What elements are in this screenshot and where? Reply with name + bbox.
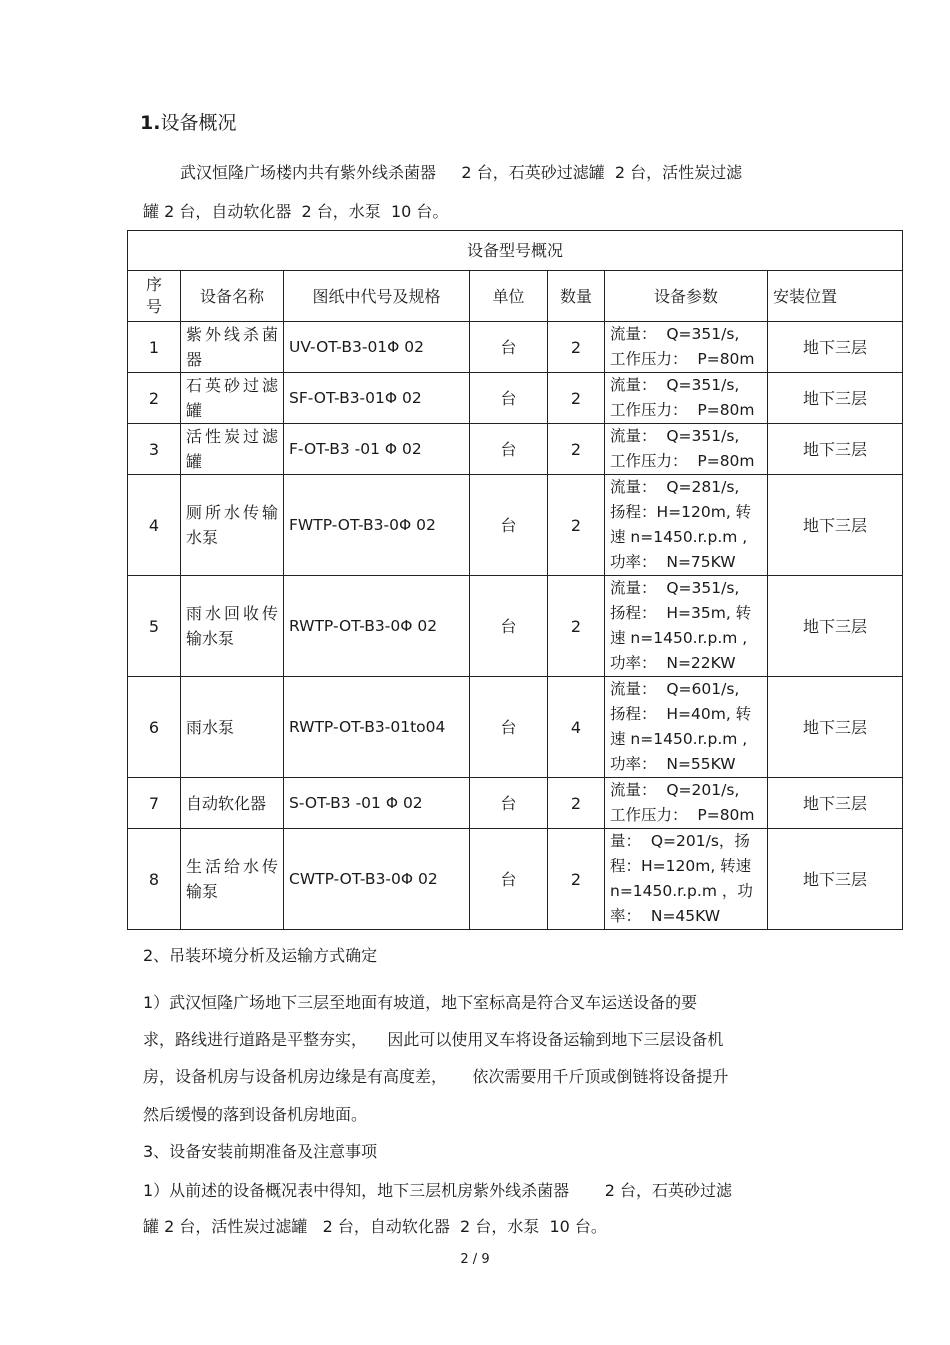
cell-unit: 台	[470, 778, 548, 829]
cell-name: 雨水泵	[181, 677, 284, 778]
table-row	[128, 829, 903, 930]
cell-no: 4	[128, 475, 181, 576]
cell-location: 地下三层	[768, 576, 903, 677]
cell-qty: 2	[548, 373, 605, 424]
cell-params: 量： Q=201/s，扬 程：H=120m, 转速 n=1450.r.p.m ，功 率： N=45KW	[605, 829, 768, 930]
cell-unit: 台	[470, 373, 548, 424]
table-title: 设备型号概况	[128, 231, 903, 271]
cell-params: 流量： Q=281/s, 扬程：H=120m, 转 速 n=1450.r.p.m , 功率： N=75KW	[605, 475, 768, 576]
cell-no: 1	[128, 322, 181, 373]
body-line-8: 罐 2 台，活性炭过滤罐 2 台，自动软化器 2 台，水泵 10 台。	[143, 1217, 607, 1236]
cell-location: 地下三层	[768, 424, 903, 475]
cell-name: 活性炭过滤罐	[181, 424, 284, 475]
header-model: 图纸中代号及规格	[284, 271, 470, 322]
cell-qty: 2	[548, 576, 605, 677]
cell-model: SF-OT-B3-01Φ 02	[284, 373, 470, 424]
cell-unit: 台	[470, 829, 548, 930]
body-line-4: 房，设备机房与设备机房边缘是有高度差， 依次需要用千斤顶或倒链将设备提升	[143, 1067, 729, 1086]
cell-model: UV-OT-B3-01Φ 02	[284, 322, 470, 373]
cell-location: 地下三层	[768, 829, 903, 930]
cell-params: 流量： Q=351/s, 工作压力： P=80m	[605, 373, 768, 424]
body-line-5: 然后缓慢的落到设备机房地面。	[143, 1105, 368, 1124]
header-qty: 数量	[548, 271, 605, 322]
table-row	[128, 424, 903, 475]
cell-no: 3	[128, 424, 181, 475]
cell-unit: 台	[470, 677, 548, 778]
cell-location: 地下三层	[768, 475, 903, 576]
cell-name: 紫外线杀菌器	[181, 322, 284, 373]
table-row	[128, 322, 903, 373]
body-line-1: 2、吊装环境分析及运输方式确定	[143, 946, 378, 965]
intro-line-1: 武汉恒隆广场楼内共有紫外线杀菌器 2 台，石英砂过滤罐 2 台，活性炭过滤	[180, 163, 743, 182]
cell-model: F-OT-B3 -01 Φ 02	[284, 424, 470, 475]
cell-location: 地下三层	[768, 677, 903, 778]
table-row	[128, 373, 903, 424]
cell-params: 流量： Q=351/s, 工作压力： P=80m	[605, 322, 768, 373]
table-title-row	[128, 231, 903, 271]
table-header-row	[128, 271, 903, 322]
cell-location: 地下三层	[768, 373, 903, 424]
cell-qty: 2	[548, 475, 605, 576]
table-row	[128, 475, 903, 576]
cell-unit: 台	[470, 322, 548, 373]
cell-params: 流量： Q=351/s, 工作压力： P=80m	[605, 424, 768, 475]
section-title: 设备概况	[160, 112, 237, 134]
body-line-3: 求，路线进行道路是平整夯实， 因此可以使用叉车将设备运输到地下三层设备机	[143, 1030, 724, 1049]
table-row	[128, 677, 903, 778]
cell-qty: 2	[548, 424, 605, 475]
header-unit: 单位	[470, 271, 548, 322]
cell-location: 地下三层	[768, 778, 903, 829]
header-location: 安装位置	[768, 271, 903, 322]
cell-name: 厕所水传输水泵	[181, 475, 284, 576]
cell-qty: 2	[548, 322, 605, 373]
cell-params: 流量： Q=201/s, 工作压力： P=80m	[605, 778, 768, 829]
body-line-7: 1）从前述的设备概况表中得知，地下三层机房紫外线杀菌器 2 台，石英砂过滤	[143, 1181, 733, 1200]
cell-params: 流量： Q=351/s, 扬程： H=35m, 转 速 n=1450.r.p.m , 功率： N=22KW	[605, 576, 768, 677]
cell-unit: 台	[470, 475, 548, 576]
header-no: 序号	[128, 271, 181, 322]
header-params: 设备参数	[605, 271, 768, 322]
section-heading	[140, 108, 236, 135]
body-line-6: 3、设备安装前期准备及注意事项	[143, 1142, 378, 1161]
header-name: 设备名称	[181, 271, 284, 322]
cell-no: 5	[128, 576, 181, 677]
table-row	[128, 778, 903, 829]
cell-name: 自动软化器	[181, 778, 284, 829]
table-row	[128, 576, 903, 677]
intro-line-2: 罐 2 台，自动软化器 2 台，水泵 10 台。	[143, 202, 449, 221]
equipment-table	[127, 230, 903, 930]
cell-unit: 台	[470, 576, 548, 677]
cell-qty: 2	[548, 829, 605, 930]
cell-no: 8	[128, 829, 181, 930]
body-line-2: 1）武汉恒隆广场地下三层至地面有坡道，地下室标高是符合叉车运送设备的要	[143, 993, 698, 1012]
cell-model: S-OT-B3 -01 Φ 02	[284, 778, 470, 829]
section-number: 1.	[140, 112, 161, 134]
cell-no: 7	[128, 778, 181, 829]
cell-no: 6	[128, 677, 181, 778]
cell-location: 地下三层	[768, 322, 903, 373]
page-number: 2 / 9	[460, 1252, 490, 1267]
cell-qty: 2	[548, 778, 605, 829]
cell-model: RWTP-OT-B3-0Φ 02	[284, 576, 470, 677]
cell-model: RWTP-OT-B3-01to04	[284, 677, 470, 778]
cell-qty: 4	[548, 677, 605, 778]
cell-unit: 台	[470, 424, 548, 475]
cell-name: 石英砂过滤罐	[181, 373, 284, 424]
cell-params: 流量： Q=601/s, 扬程： H=40m, 转 速 n=1450.r.p.m , 功率： N=55KW	[605, 677, 768, 778]
cell-model: CWTP-OT-B3-0Φ 02	[284, 829, 470, 930]
cell-name: 雨水回收传输水泵	[181, 576, 284, 677]
cell-model: FWTP-OT-B3-0Φ 02	[284, 475, 470, 576]
cell-no: 2	[128, 373, 181, 424]
cell-name: 生活给水传输泵	[181, 829, 284, 930]
